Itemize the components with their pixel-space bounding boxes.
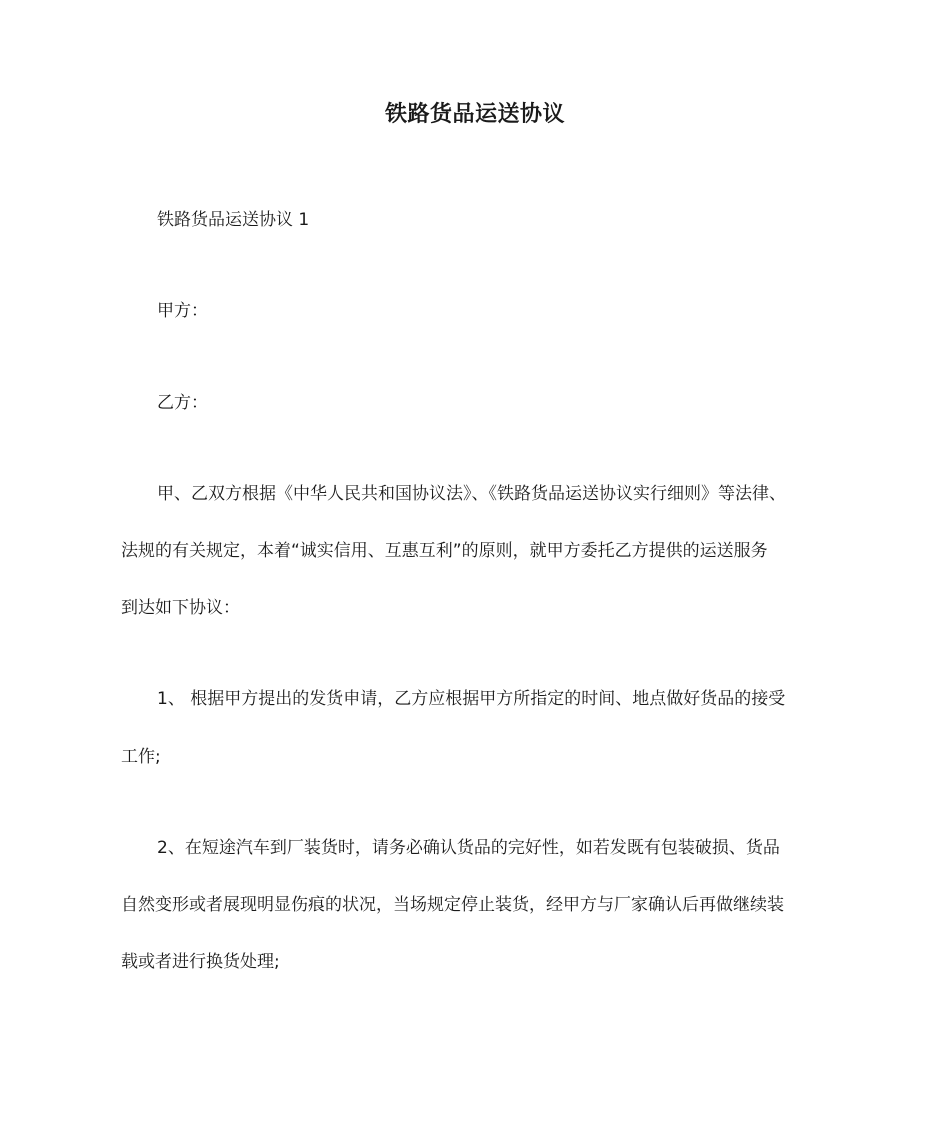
intro-line-3: 到达如下协议： <box>121 598 240 618</box>
intro-line-1: 甲、乙双方根据《中华人民共和国协议法》、《铁路货品运送协议实行细则》等法律、 <box>157 484 786 504</box>
party-a-label: 甲方： <box>157 301 208 321</box>
document-title: 铁路货品运送协议 <box>384 102 565 127</box>
clause-2-line-2: 自然变形或者展现明显伤痕的状况，当场规定停止装货，经甲方与厂家确认后再做继续装 <box>121 895 784 915</box>
clause-1-line-1: 1、 根据甲方提出的发货申请，乙方应根据甲方所指定的时间、地点做好货品的接受 <box>157 689 786 709</box>
clause-2-line-1: 2、在短途汽车到厂装货时，请务必确认货品的完好性，如若发既有包装破损、货品 <box>157 838 780 858</box>
clause-2-line-3: 载或者进行换货处理; <box>121 952 280 972</box>
clause-1-line-2: 工作; <box>121 747 161 767</box>
intro-line-2: 法规的有关规定，本着“诚实信用、互惠互利”的原则，就甲方委托乙方提供的运送服务 <box>121 541 768 561</box>
party-b-label: 乙方： <box>157 393 208 413</box>
document-subtitle: 铁路货品运送协议 1 <box>157 210 310 230</box>
